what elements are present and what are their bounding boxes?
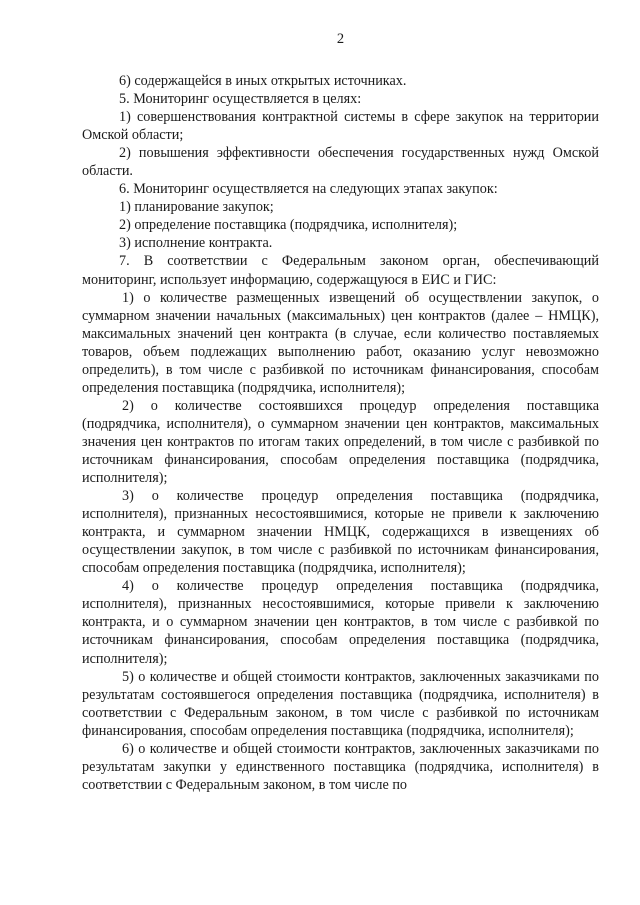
paragraph: 1) планирование закупок; — [119, 199, 274, 216]
paragraph: 3) исполнение контракта. — [119, 235, 273, 252]
paragraph: 5. Мониторинг осуществляется в целях: — [119, 91, 362, 108]
paragraph: 6. Мониторинг осуществляется на следующих этапах закупок: — [119, 181, 498, 198]
list-item: 1) о количестве размещенных извещений об осуществлении закупок, о суммарном значении начальных (максимальных) цен контрактов (далее – НМЦК), максимальных значений цен контракта (в случае, если количество поставляемых товаров, объем подлежащих выполнению работ, оказанию услуг невозможно определить), в том числе с разбивкой по источникам финансирования, способам определения поставщика (подрядчика, исполнителя); — [82, 289, 599, 396]
list-item: 3) о количестве процедур определения поставщика (подрядчика, исполнителя), признанных несостоявшимися, которые не привели к заключению контракта, и суммарном значении НМЦК, содержащихся в извещениях об осуществлении закупок, в том числе с разбивкой по источникам финансирования, способам определения поставщика (подрядчика, исполнителя); — [82, 488, 599, 577]
paragraph: 2) повышения эффективности обеспечения государственных нужд Омской области. — [82, 145, 599, 180]
page-number: 2 — [336, 31, 345, 47]
list-item: 4) о количестве процедур определения поставщика (подрядчика, исполнителя), признанных несостоявшимися, которые привели к заключению контракта, и о суммарном значении цен контрактов, в том числе с разбивкой по источникам финансирования, способам определения поставщика (подрядчика, исполнителя); — [82, 578, 599, 667]
list-item: 5) о количестве и общей стоимости контрактов, заключенных заказчиками по результатам состоявшегося определения поставщика (подрядчика, исполнителя) в соответствии с Федеральным законом, в том числе с разбивкой по источникам финансирования, способам определения поставщика (подрядчика, исполнителя); — [82, 668, 599, 739]
paragraph: 1) совершенствования контрактной системы в сфере закупок на территории Омской области; — [82, 109, 599, 144]
list-item: 2) о количестве состоявшихся процедур определения поставщика (подрядчика, исполнителя), о суммарном значении цен контрактов, максимальных значения цен контрактов по итогам таких определений, в том числе с разбивкой по источникам финансирования, способам определения поставщика (подрядчика, исполнителя); — [82, 397, 599, 487]
paragraph: 7. В соответствии с Федеральным законом орган, обеспечивающий мониторинг, использует информацию, содержащуюся в ЕИС и ГИС: — [82, 253, 599, 288]
paragraph: 6) содержащейся в иных открытых источниках. — [119, 73, 407, 89]
list-item: 6) о количестве и общей стоимости контрактов, заключенных заказчиками по результатам закупки у единственного поставщика (подрядчика, исполнителя) в соответствии с Федеральным законом, в том числе по — [82, 740, 599, 793]
paragraph: 2) определение поставщика (подрядчика, исполнителя); — [119, 217, 458, 234]
